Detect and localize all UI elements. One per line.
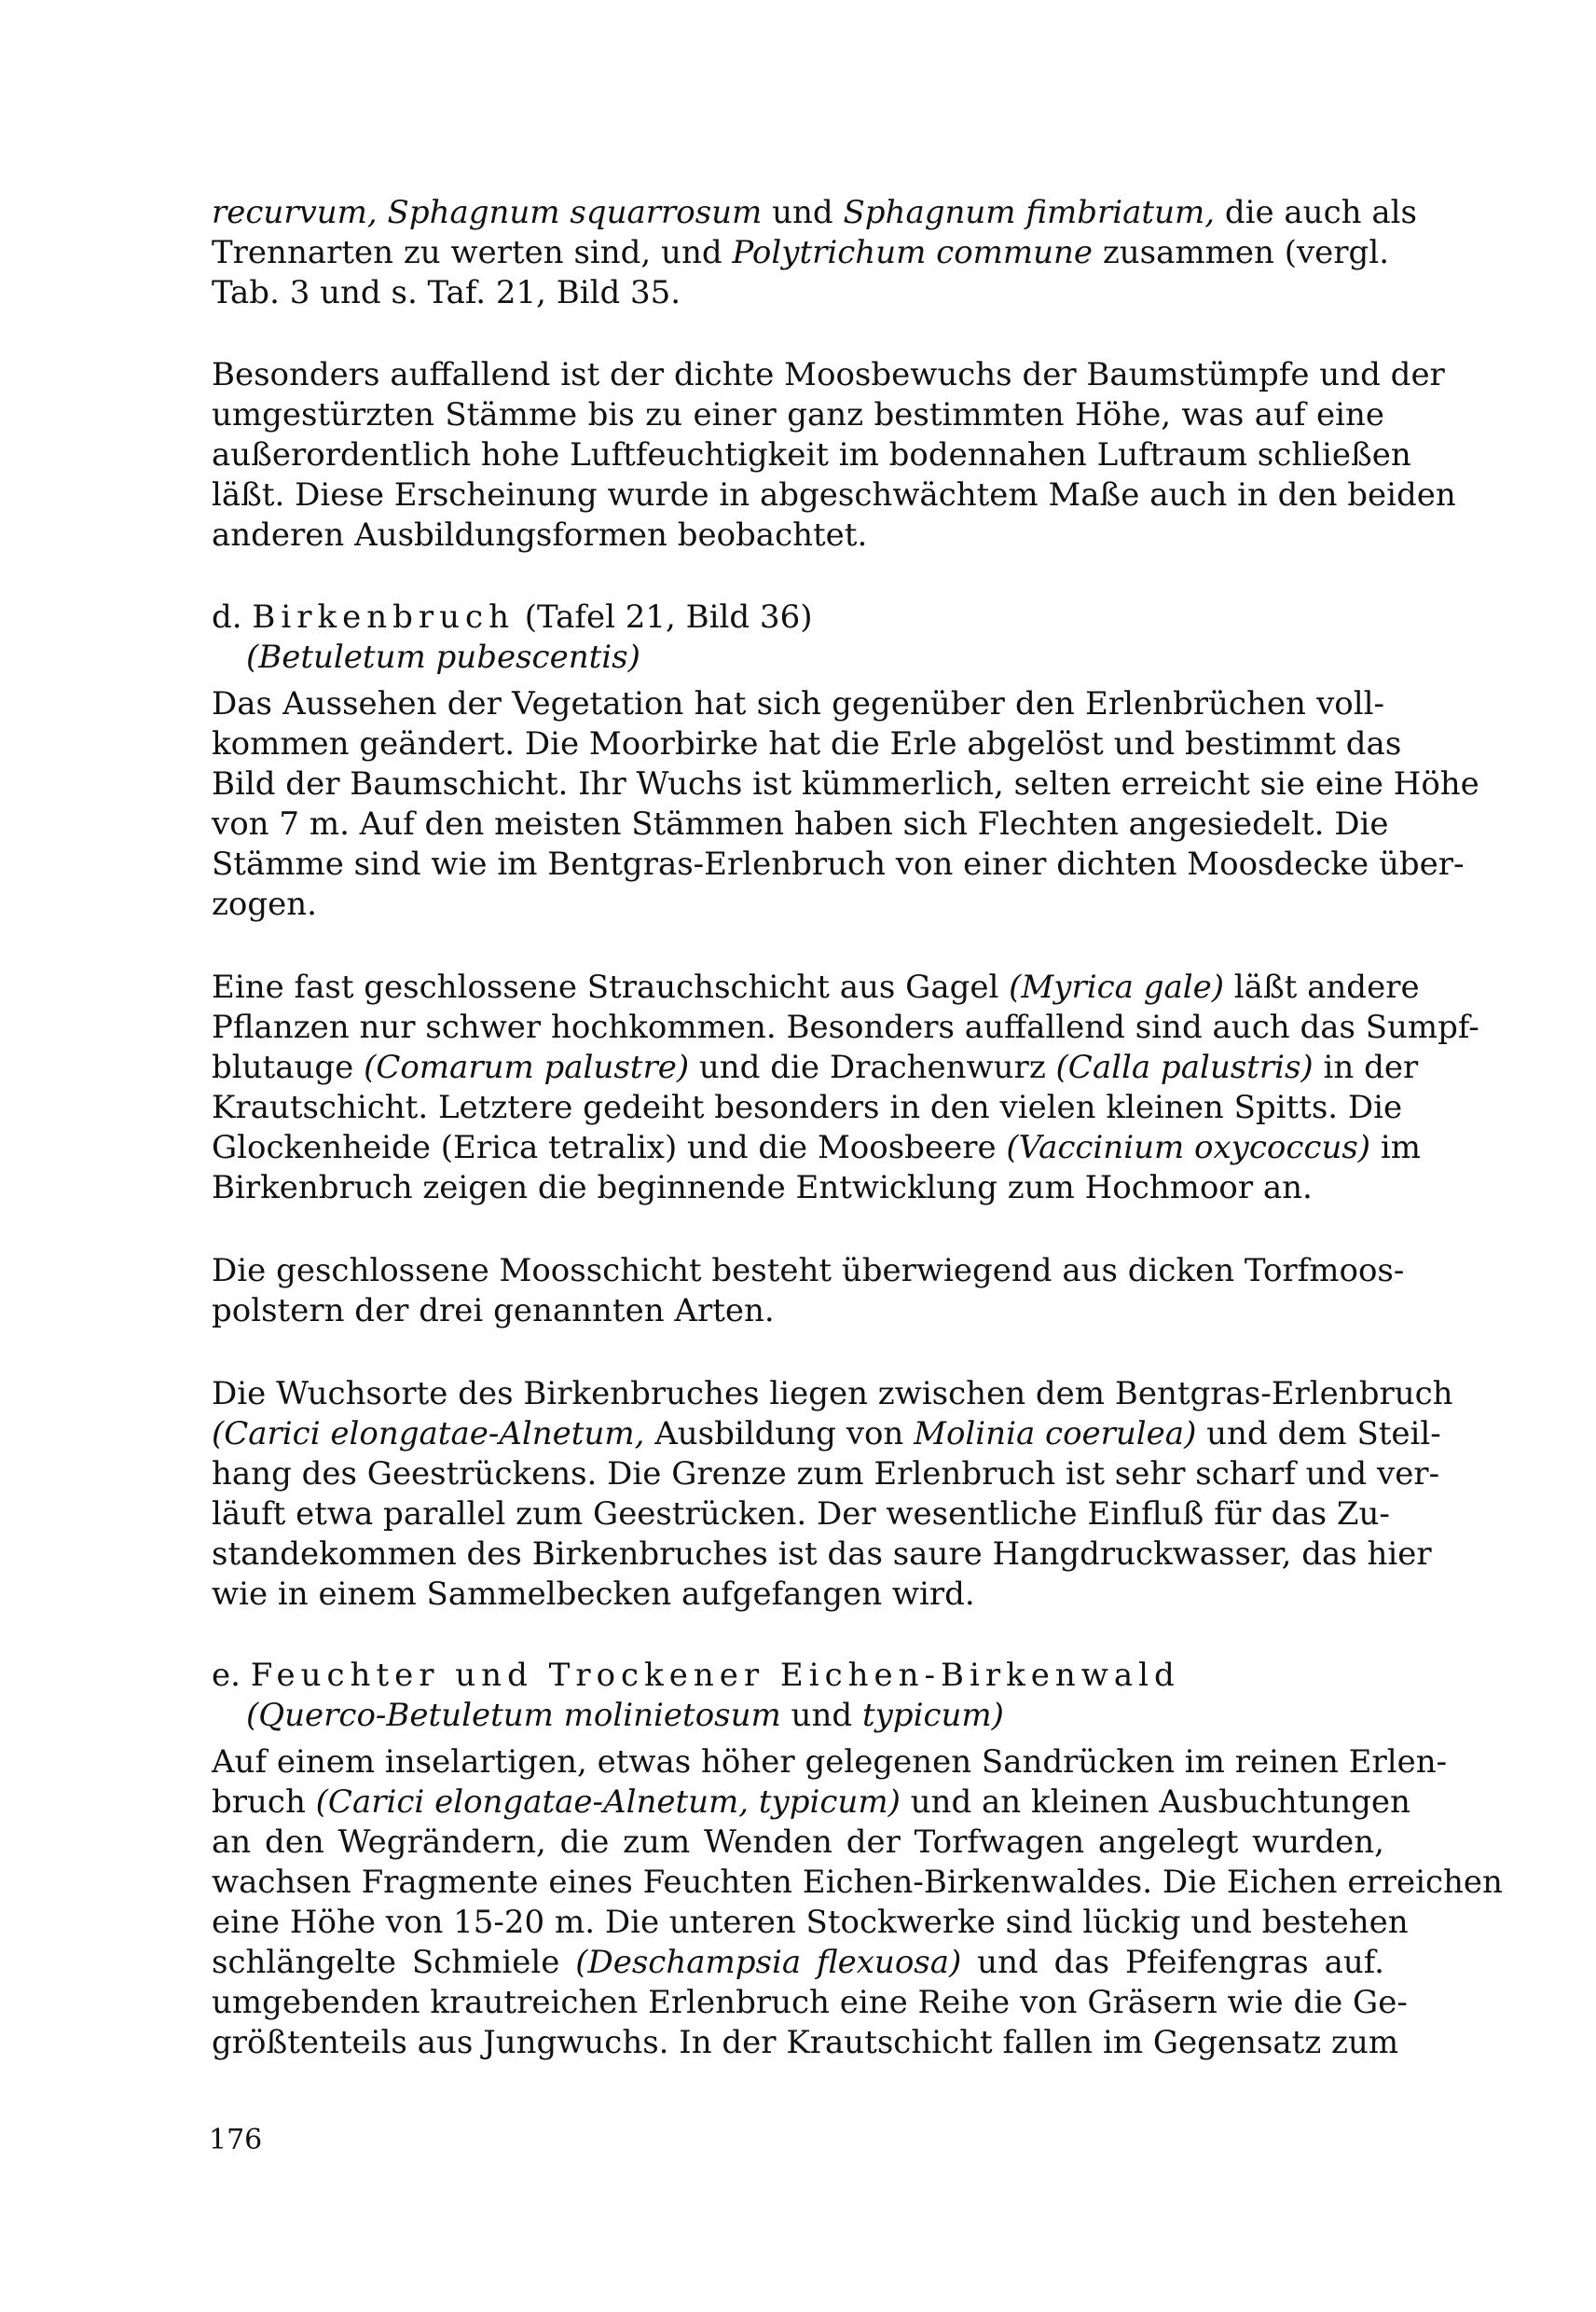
text-line: blutauge (Comarum palustre) und die Drachenwurz (Calla palustris) in der [212,1049,1419,1086]
text-line: Glockenheide (Erica tetralix) und die Moosbeere (Vaccinium oxycoccus) im [212,1129,1421,1166]
text-line: schlängelte Schmiele (Deschampsia flexuosa) und das Pfeifengras auf. [212,1944,1384,1981]
text-line: wachsen Fragmente eines Feuchten Eichen-Birkenwaldes. Die Eichen erreichen [212,1864,1503,1901]
text-line: Die geschlossene Moosschicht besteht überwiegend aus dicken Torfmoos- [212,1252,1405,1289]
page-number: 176 [209,2124,263,2156]
text-line: Birkenbruch zeigen die beginnende Entwicklung zum Hochmoor an. [212,1169,1313,1206]
text-line: Krautschicht. Letztere gedeiht besonders in den vielen kleinen Spitts. Die [212,1089,1403,1126]
italic-species: recurvum, Sphagnum squarrosum [212,194,763,231]
section-subtitle-d: (Betuletum pubescentis) [246,639,640,676]
italic-species: (Deschampsia flexuosa) [575,1944,962,1981]
text-line: hang des Geestrückens. Die Grenze zum Erlenbruch ist sehr scharf und ver- [212,1455,1440,1493]
text-line: läßt. Diese Erscheinung wurde in abgeschwächtem Maße auch in den beiden [212,476,1456,514]
section-subtitle-e: (Querco-Betuletum molinietosum und typicum) [246,1697,1004,1734]
text-line: läuft etwa parallel zum Geestrücken. Der wesentliche Einfluß für das Zu- [212,1495,1390,1533]
italic-species: (Vaccinium oxycoccus) [1006,1129,1371,1166]
text-line: Stämme sind wie im Bentgras-Erlenbruch von einer dichten Moosdecke über- [212,846,1465,883]
text-line: Tab. 3 und s. Taf. 21, Bild 35. [212,274,681,311]
italic-species: Sphagnum fimbriatum, [843,194,1216,231]
italic-species: (Calla palustris) [1055,1049,1314,1086]
text-line: an den Wegrändern, die zum Wenden der Torfwagen angelegt wurden, [212,1823,1384,1861]
text-line: polstern der drei genannten Arten. [212,1292,775,1329]
text-line: umgebenden krautreichen Erlenbruch eine Reihe von Gräsern wie die Ge- [212,1984,1408,2021]
section-heading-d: d. Birkenbruch (Tafel 21, Bild 36) [212,599,813,636]
italic-species: Molinia coerulea) [914,1415,1197,1452]
text-line: Pflanzen nur schwer hochkommen. Besonders auffallend sind auch das Sumpf- [212,1009,1479,1046]
text-line: (Carici elongatae-Alnetum, Ausbildung von Molinia coerulea) und dem Steil- [212,1415,1441,1452]
text-line: Das Aussehen der Vegetation hat sich gegenüber den Erlenbrüchen voll- [212,685,1384,722]
text-line: bruch (Carici elongatae-Alnetum, typicum) und an kleinen Ausbuchtungen [212,1783,1410,1821]
italic-species: (Carici elongatae-Alnetum, [212,1415,645,1452]
italic-species: (Carici elongatae-Alnetum, typicum) [315,1783,901,1821]
text-line: Besonders auffallend ist der dichte Moosbewuchs der Baumstümpfe und der [212,356,1445,393]
text-line: von 7 m. Auf den meisten Stämmen haben sich Flechten angesiedelt. Die [212,805,1389,843]
italic-species: (Comarum palustre) [364,1049,690,1086]
text-line: Trennarten zu werten sind, und Polytrichum commune zusammen (vergl. [212,234,1389,271]
italic-species: Polytrichum commune [732,234,1094,271]
text-line: Eine fast geschlossene Strauchschicht aus Gagel (Myrica gale) läßt andere [212,969,1420,1006]
text-line: größtenteils aus Jungwuchs. In der Krautschicht fallen im Gegensatz zum [212,2024,1399,2061]
section-heading-e: e. Feuchter und Trockener Eichen-Birkenwald [212,1657,1180,1694]
text-line: Auf einem inselartigen, etwas höher gelegenen Sandrücken im reinen Erlen- [212,1743,1448,1781]
text-line: recurvum, Sphagnum squarrosum und Sphagnum fimbriatum, die auch als [212,194,1417,231]
text-line: außerordentlich hohe Luftfeuchtigkeit im bodennahen Luftraum schließen [212,436,1411,474]
text-line: kommen geändert. Die Moorbirke hat die Erle abgelöst und bestimmt das [212,725,1402,763]
text-line: eine Höhe von 15-20 m. Die unteren Stockwerke sind lückig und bestehen [212,1904,1409,1941]
text-line: zogen. [212,886,317,923]
italic-species: (Myrica gale) [1009,969,1224,1006]
text-line: Bild der Baumschicht. Ihr Wuchs ist kümmerlich, selten erreicht sie eine Höhe [212,765,1479,803]
text-line: umgestürzten Stämme bis zu einer ganz bestimmten Höhe, was auf eine [212,396,1384,434]
text-line: standekommen des Birkenbruches ist das saure Hangdruckwasser, das hier [212,1535,1432,1573]
text-line: wie in einem Sammelbecken aufgefangen wird. [212,1576,975,1613]
text-line: Die Wuchsorte des Birkenbruches liegen zwischen dem Bentgras-Erlenbruch [212,1375,1453,1412]
text-line: anderen Ausbildungsformen beobachtet. [212,516,868,554]
